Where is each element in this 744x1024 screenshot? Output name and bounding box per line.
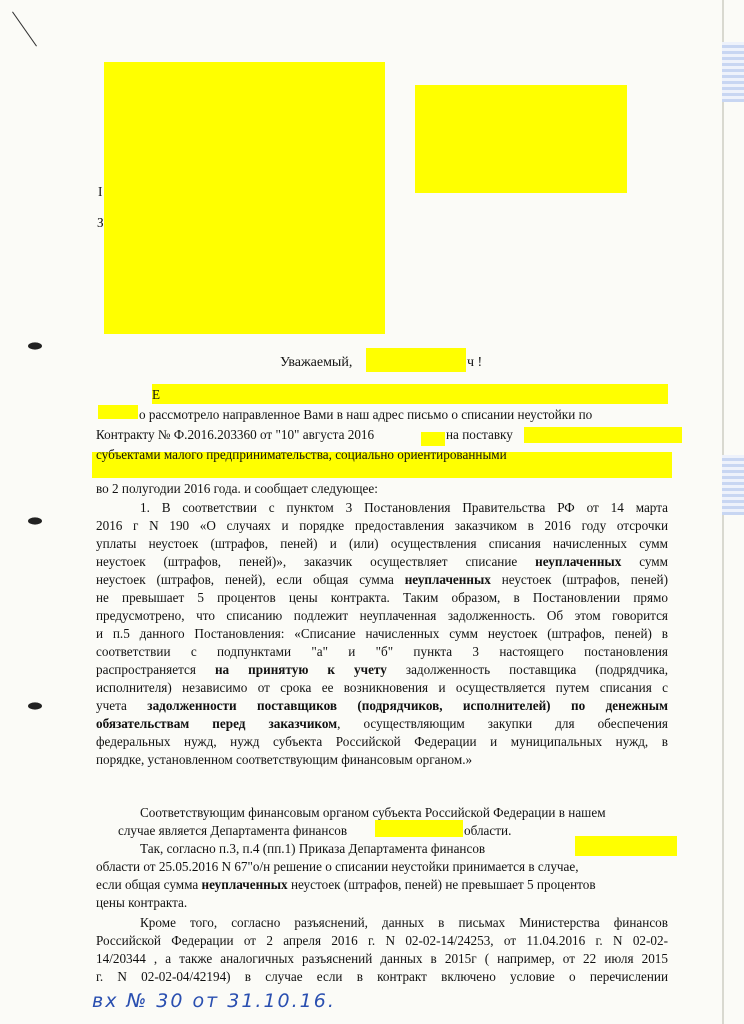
margin-fragment: З [97,215,104,230]
intro-line-2-end: на поставку [446,427,513,442]
intro-fragment: E [152,387,161,402]
handwritten-registration: вх № 30 от 31.10.16. [92,990,336,1012]
redaction-block [104,62,385,334]
redaction-block [415,85,627,193]
redaction-block [421,432,445,446]
p4-line: Российской Федерации от 2 апреля 2016 г. N 02-02-14/24253, от 11.04.2016 г. N 02-02- [96,933,668,948]
p1-line: учета задолженности поставщиков (подрядчиков, исполнителей) по денежным [96,698,668,713]
p2-line: Соответствующим финансовым органом субъекта Российской Федерации в нашем [140,805,606,820]
punch-hole [28,517,42,524]
redaction-block [524,427,682,443]
p1-line: распространяется на принятую к учету задолженность поставщика (подрядчика, [96,662,669,677]
intro-end: во 2 полугодии 2016 года. и сообщает следующее: [96,481,378,496]
punch-hole [28,342,42,349]
p1-line: обязательствам перед заказчиком, осуществляющим закупки для обеспечения [96,716,668,731]
p1-line: соответствии с подпунктами "а" и "б" пункта 3 настоящего постановления [96,644,668,659]
intro-line-1: о рассмотрело направленное Вами в наш адрес письмо о списании неустойки по [139,407,593,422]
p1-line: не превышает 5 процентов цены контракта. Таким образом, в Постановлении прямо [96,590,668,605]
intro-line-2: Контракту № Ф.2016.203360 от "10" августа 2016 [96,427,375,442]
p3-line: Так, согласно п.3, п.4 (пп.1) Приказа Департамента финансов [140,841,486,856]
p1-line: неустоек (штрафов, пеней)», заказчик осуществляет списание неуплаченных сумм [96,554,668,569]
p1-line: 2016 г N 190 «О случаях и порядке предоставления заказчиком в 2016 году отсрочки [96,518,668,533]
p3-line: цены контракта. [96,895,188,910]
redaction-block [152,384,668,404]
greeting: Уважаемый, [280,355,353,370]
stamp-fragment [722,42,744,102]
redaction-block [366,348,466,372]
p1-line: 1. В соответствии с пунктом 3 Постановления Правительства РФ от 14 марта [140,500,668,515]
margin-fragment: I [98,184,103,199]
p4-line: г. N 02-02-04/42194) в случае если в контракт включено условие о перечислении [96,969,668,984]
p2-line-end: области. [464,823,512,838]
redaction-block [98,405,138,419]
p1-line: федеральных нужд, нужд субъекта Российской Федерации и муниципальных нужд, в [96,734,668,749]
p1-line: порядке, установленном соответствующим финансовым органом.» [96,752,473,767]
p1-line: неустоек (штрафов, пеней), если общая сумма неуплаченных неустоек (штрафов, пеней) [96,572,669,587]
punch-hole [28,702,42,709]
intro-line-3: субъектами малого предпринимательства, социально ориентированными [96,447,507,462]
p4-line: 14/20344 , а также аналогичных разъяснений данных в 2015г ( например, от 22 июля 2015 [96,951,668,966]
p4-line: Кроме того, согласно разъяснений, данных в письмах Министерства финансов [140,915,668,930]
p1-line: и п.5 данного Постановления: «Списание начисленных сумм неустоек (штрафов, пеней) в [96,626,668,641]
p1-line: предусмотрено, что списанию подлежит неуплаченная задолженность. Об этом говорится [96,608,668,623]
p3-line: области от 25.05.2016 N 67"о/н решение о списании неустойки принимается в случае, [96,859,579,874]
redaction-block [575,836,677,856]
redaction-block [375,820,463,837]
p2-line: случае является Департамента финансов [118,823,348,838]
stamp-fragment [722,455,744,515]
scan-mark [12,12,37,47]
p3-line: если общая сумма неуплаченных неустоек (штрафов, пеней) не превышает 5 процентов [96,877,596,892]
greeting-end: ч ! [467,355,483,370]
p1-line: исполнителя) независимо от срока ее возникновения и осуществляется путем списания с [96,680,668,695]
p1-line: уплаты неустоек (штрафов, пеней) и (или) осуществления списания начисленных сумм [96,536,668,551]
